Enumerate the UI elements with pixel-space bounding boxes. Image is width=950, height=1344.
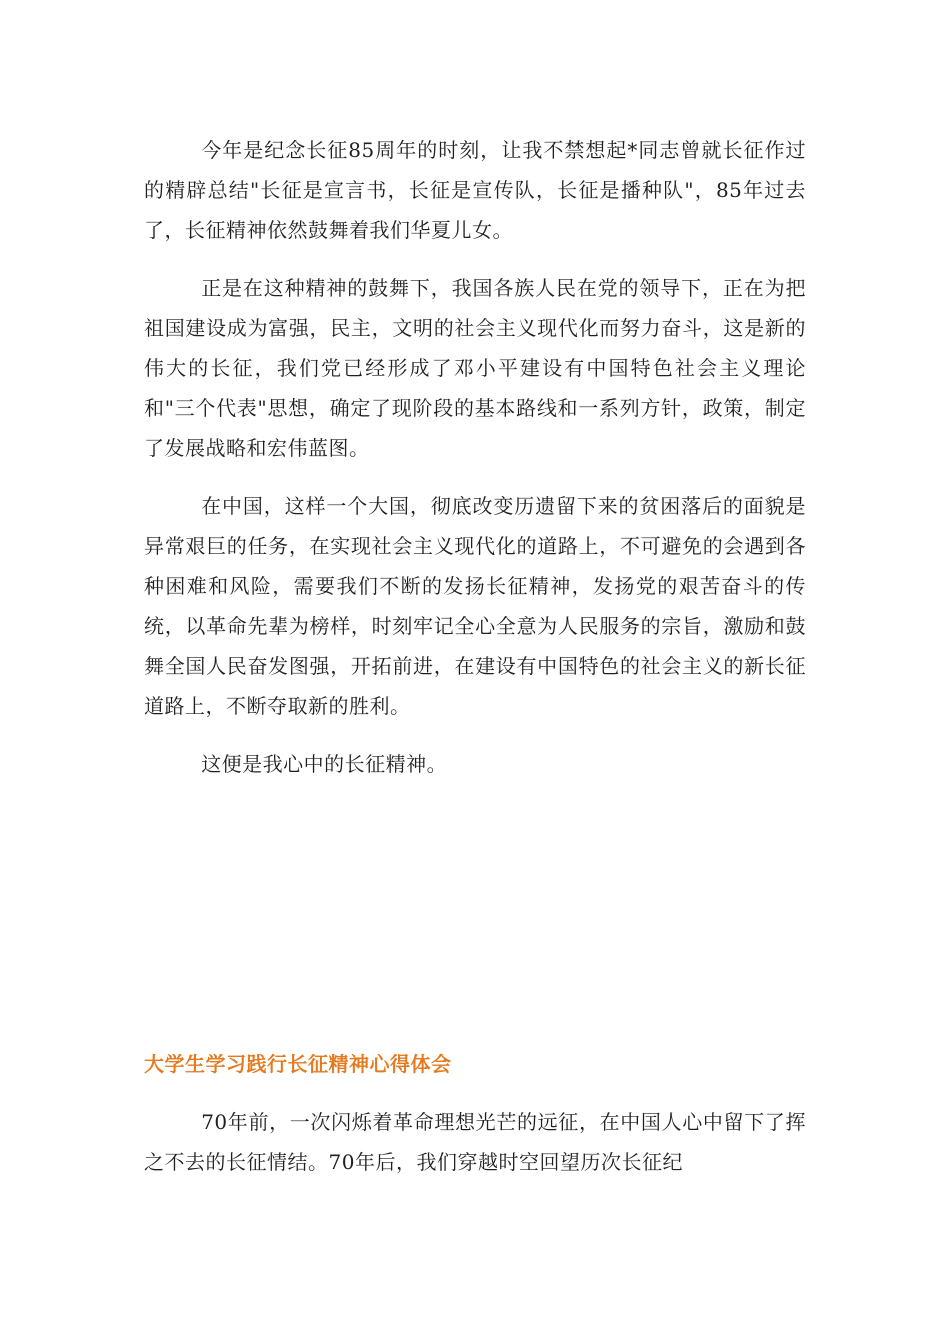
section-heading: 大学生学习践行长征精神心得体会 [144,1052,452,1076]
section-paragraph: 70年前，一次闪烁着革命理想光芒的远征，在中国人心中留下了挥之不去的长征情结。70年后，我们穿越时空回望历次长征纪 [144,1110,806,1174]
section-block [144,1044,806,1182]
paragraph-4: 这便是我心中的长征精神。 [201,752,448,776]
paragraph-spacer [144,250,806,268]
paragraph-3: 在中国，这样一个大国，彻底改变历遗留下来的贫困落后的面貌是异常艰巨的任务，在实现社会主义现代化的道路上，不可避免的会遇到各种困难和风险，需要我们不断的发扬长征精神，发扬党的艰苦奋斗的传统，以革命先辈为榜样，时刻牢记全心全意为人民服务的宗旨，激励和鼓舞全国人民奋发图强，开拓前进，在建设有中国特色的社会主义的新长征道路上，不断夺取新的胜利。 [144,494,806,718]
paragraph-2: 正是在这种精神的鼓舞下，我国各族人民在党的领导下，正在为把祖国建设成为富强，民主，文明的社会主义现代化而努力奋斗，这是新的伟大的长征，我们党已经形成了邓小平建设有中国特色社会主义理论和"三个代表"思想，确定了现阶段的基本路线和一系列方针，政策，制定了发展战略和宏伟蓝图。 [144,276,806,460]
paragraph-spacer [144,726,806,744]
paragraph-1: 今年是纪念长征85周年的时刻，让我不禁想起*同志曾就长征作过的精辟总结"长征是宣言书，长征是宣传队，长征是播种队"，85年过去了，长征精神依然鼓舞着我们华夏儿女。 [144,138,806,242]
document-body [144,130,806,784]
paragraph-spacer [144,468,806,486]
